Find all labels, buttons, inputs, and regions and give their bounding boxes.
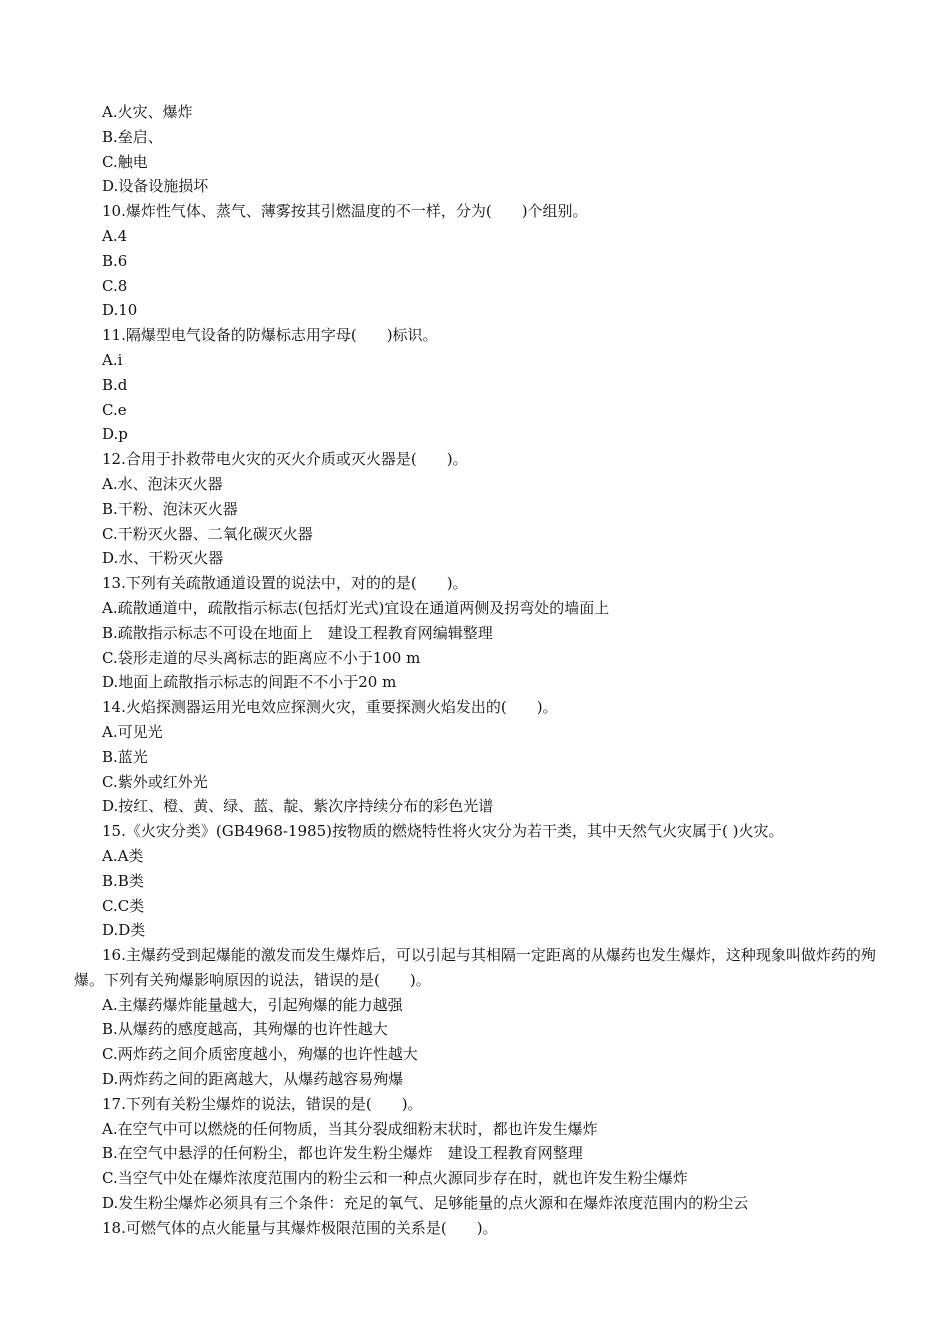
text-line: B.在空气中悬浮的任何粉尘，都也许发生粉尘爆炸 建设工程教育网整理 <box>102 1144 583 1163</box>
text-line: A.A类 <box>102 846 144 865</box>
text-line: A.疏散通道中，疏散指示标志(包括灯光式)宜设在通道两侧及拐弯处的墙面上 <box>102 598 610 617</box>
text-line: A.4 <box>102 226 128 245</box>
text-line: D.按红、橙、黄、绿、蓝、靛、紫次序持续分布的彩色光谱 <box>102 797 494 816</box>
text-line: A.i <box>102 350 123 369</box>
text-line: C.袋形走道的尽头离标志的距离应不小于100 m <box>102 648 421 667</box>
text-line: D.D类 <box>102 921 146 940</box>
text-line: C.触电 <box>102 152 148 171</box>
questions-17-18 <box>102 1092 892 1241</box>
text-line: B.垒启、 <box>102 127 163 146</box>
text-line: 15.《火灾分类》(GB4968-1985)按物质的燃烧特性将火灾分为若干类，其中天然气火灾属于( )火灾。 <box>102 822 784 841</box>
text-line: D.地面上疏散指示标志的间距不不小于20 m <box>102 673 397 692</box>
questions-10-15 <box>102 100 892 943</box>
text-line: A.火灾、爆炸 <box>102 103 193 121</box>
text-line: 18.可燃气体的点火能量与其爆炸极限范围的关系是( )。 <box>102 1218 498 1237</box>
text-line: D.水、干粉灭火器 <box>102 549 224 568</box>
text-line: A.可见光 <box>102 722 163 741</box>
text-line: 17.下列有关粉尘爆炸的说法，错误的是( )。 <box>102 1094 423 1113</box>
text-line: B.疏散指示标志不可设在地面上 建设工程教育网编辑整理 <box>102 623 493 642</box>
text-line: D.设备设施损坏 <box>102 177 209 196</box>
text-line: 12.合用于扑救带电火灾的灭火介质或灭火器是( )。 <box>102 450 468 469</box>
text-line: B.d <box>102 375 128 394</box>
text-line: 14.火焰探测器运用光电效应探测火灾，重要探测火焰发出的( )。 <box>102 698 558 717</box>
text-line: 10.爆炸性气体、蒸气、薄雾按其引燃温度的不一样，分为( )个组别。 <box>102 202 588 221</box>
text-line: 11.隔爆型电气设备的防爆标志用字母( )标识。 <box>102 326 438 345</box>
text-line: C.干粉灭火器、二氧化碳灭火器 <box>102 524 313 543</box>
q16-option-line: D.两炸药之间的距离越大，从爆药越容易殉爆 <box>102 1070 404 1089</box>
text-line: 13.下列有关疏散通道设置的说法中，对的的是( )。 <box>102 574 468 593</box>
question-16-options <box>102 993 892 1092</box>
q16-option-line: C.两炸药之间介质密度越小，殉爆的也许性越大 <box>102 1045 418 1064</box>
text-line: D.发生粉尘爆炸必须具有三个条件：充足的氧气、足够能量的点火源和在爆炸浓度范围内的粉尘云 <box>102 1194 749 1213</box>
text-line: B.蓝光 <box>102 747 148 766</box>
question-content <box>74 100 892 1241</box>
text-line: C.e <box>102 400 127 419</box>
text-line: B.6 <box>102 251 128 270</box>
text-line: D.10 <box>102 301 138 320</box>
text-line: D.p <box>102 425 128 444</box>
text-line: C.紫外或红外光 <box>102 772 208 791</box>
text-line: A.水、泡沫灭火器 <box>102 474 223 493</box>
q16-option-line: A.主爆药爆炸能量越大，引起殉爆的能力越强 <box>102 995 403 1014</box>
q16-option-line: B.从爆药的感度越高，其殉爆的也许性越大 <box>102 1020 388 1039</box>
text-line: C.C类 <box>102 896 145 915</box>
text-line: C.8 <box>102 276 128 295</box>
text-line: C.当空气中处在爆炸浓度范围内的粉尘云和一种点火源同步存在时，就也许发生粉尘爆炸 <box>102 1169 688 1188</box>
text-line: B.B类 <box>102 871 144 890</box>
text-line: B.干粉、泡沫灭火器 <box>102 499 238 518</box>
text-line: A.在空气中可以燃烧的任何物质，当其分裂成细粉末状时，都也许发生爆炸 <box>102 1119 598 1138</box>
question-16-stem: 16.主爆药受到起爆能的激发而发生爆炸后，可以引起与其相隔一定距离的从爆药也发生爆炸，这种现象叫做炸药的殉爆。下列有关殉爆影响原因的说法，错误的是( )。 <box>74 946 876 989</box>
